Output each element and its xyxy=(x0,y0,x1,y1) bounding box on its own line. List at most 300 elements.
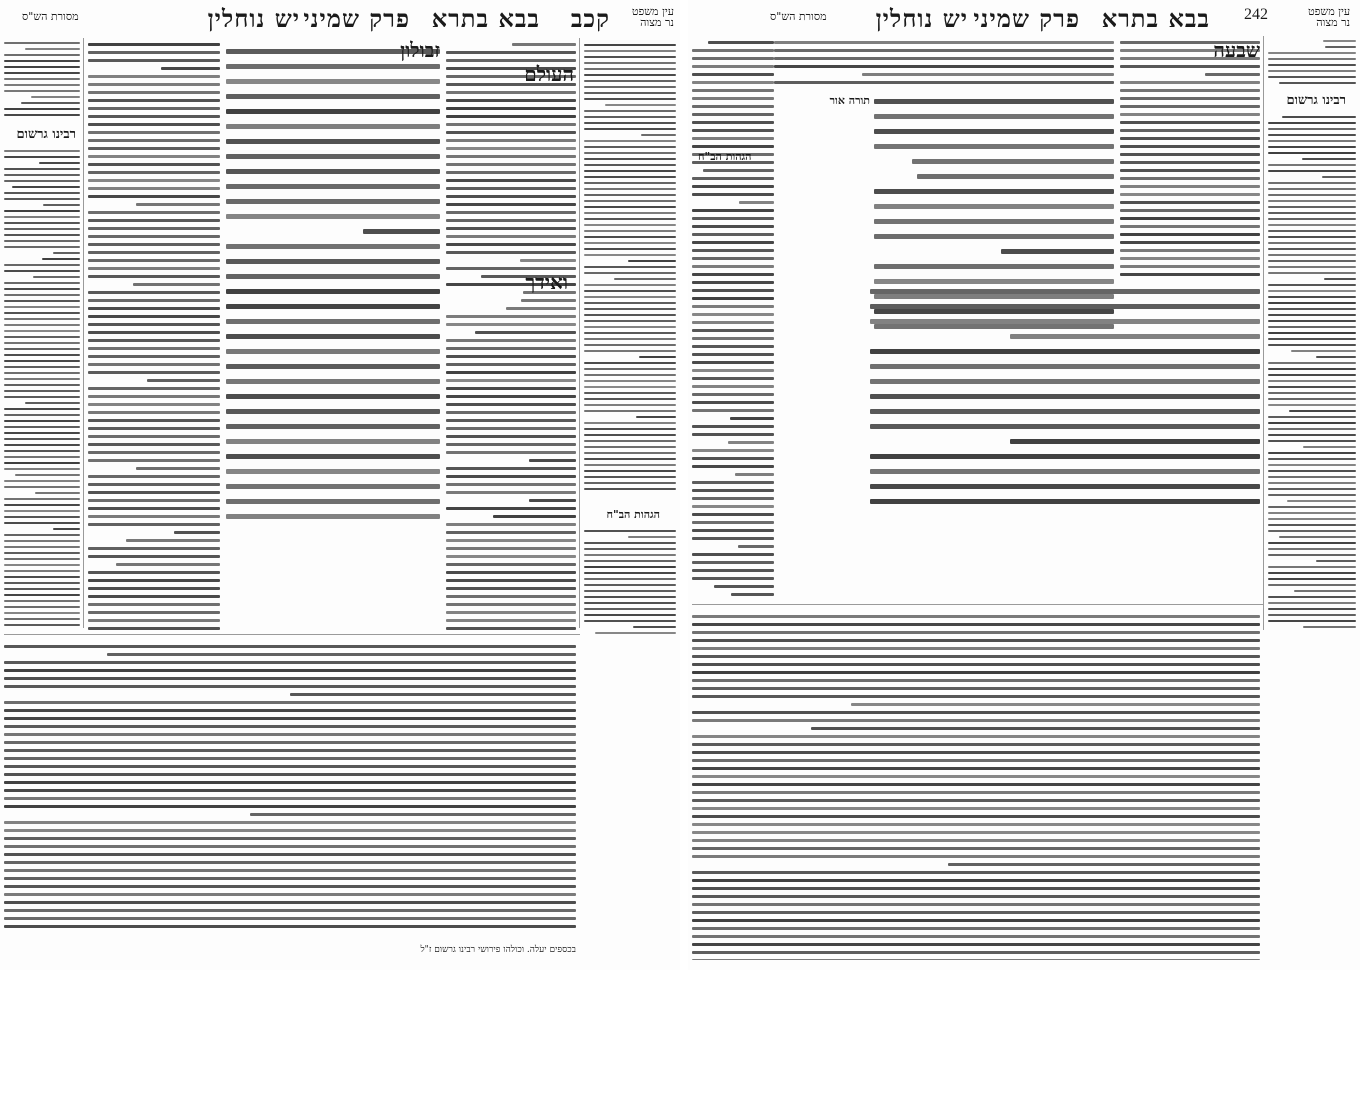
text-line xyxy=(874,129,1114,134)
text-line xyxy=(88,435,220,438)
text-line xyxy=(628,260,676,262)
text-line xyxy=(1268,242,1356,244)
text-line xyxy=(1120,113,1260,116)
text-line xyxy=(1268,602,1356,604)
rabbeinu-gershom-label: רבינו גרשום xyxy=(16,127,76,142)
text-line xyxy=(4,234,80,236)
text-line xyxy=(692,927,1260,930)
text-line xyxy=(1120,145,1260,148)
text-line xyxy=(874,234,1114,239)
text-line xyxy=(1268,236,1356,238)
text-line xyxy=(628,536,676,538)
text-line xyxy=(88,131,220,134)
text-line xyxy=(4,845,576,848)
text-line xyxy=(692,561,774,564)
text-line xyxy=(584,152,676,154)
text-line xyxy=(703,169,774,172)
text-line xyxy=(88,99,220,102)
text-line xyxy=(446,123,576,126)
text-line xyxy=(4,378,80,380)
text-line xyxy=(692,505,774,508)
text-line xyxy=(1205,73,1260,76)
text-line xyxy=(1268,470,1356,472)
text-line xyxy=(692,695,1260,698)
text-line xyxy=(446,227,576,230)
text-line xyxy=(584,224,676,226)
text-line xyxy=(692,457,774,460)
gemara-wide-block xyxy=(870,280,1260,570)
text-line xyxy=(88,403,220,406)
text-line xyxy=(584,428,676,430)
text-line xyxy=(446,467,576,470)
text-line xyxy=(88,43,220,46)
text-line xyxy=(874,204,1114,209)
text-line xyxy=(692,305,774,308)
text-line xyxy=(692,783,1260,786)
text-line xyxy=(692,233,774,236)
mesoret-column xyxy=(4,38,80,118)
text-line xyxy=(4,354,80,356)
text-line xyxy=(584,404,676,406)
text-line xyxy=(1294,590,1356,592)
text-line xyxy=(584,620,676,622)
text-line xyxy=(4,909,576,912)
text-line xyxy=(692,329,774,332)
text-line xyxy=(226,439,440,444)
text-line xyxy=(692,943,1260,946)
text-line xyxy=(88,627,220,630)
text-line xyxy=(226,379,440,384)
ein-mishpat-label: עין משפט נר מצוה xyxy=(631,5,674,29)
text-line xyxy=(1120,121,1260,124)
text-line xyxy=(584,302,676,304)
right-page xyxy=(688,0,1360,970)
text-line xyxy=(4,805,576,808)
text-line xyxy=(1120,233,1260,236)
text-line xyxy=(692,663,1260,666)
text-line xyxy=(1268,518,1356,520)
text-line xyxy=(1120,65,1260,68)
text-line xyxy=(4,582,80,584)
text-line xyxy=(12,186,80,188)
text-line xyxy=(88,275,220,278)
text-line xyxy=(529,499,576,502)
text-line xyxy=(730,417,774,420)
text-line xyxy=(4,318,80,320)
text-line xyxy=(88,595,220,598)
text-line xyxy=(446,483,576,486)
text-line xyxy=(226,214,440,219)
text-line xyxy=(88,235,220,238)
text-line xyxy=(4,725,576,728)
text-line xyxy=(692,217,774,220)
text-line xyxy=(1268,482,1356,484)
text-line xyxy=(521,299,576,302)
text-line xyxy=(874,264,1114,269)
text-line xyxy=(870,454,1260,459)
text-line xyxy=(4,444,80,446)
text-line xyxy=(584,530,676,532)
text-line xyxy=(1120,169,1260,172)
text-line xyxy=(584,98,676,100)
text-line xyxy=(584,236,676,238)
text-line xyxy=(446,363,576,366)
text-line xyxy=(1268,272,1356,274)
text-line xyxy=(4,414,80,416)
text-line xyxy=(4,540,80,542)
text-line xyxy=(1268,290,1356,292)
text-line xyxy=(250,813,576,816)
text-line xyxy=(1268,386,1356,388)
text-line xyxy=(584,464,676,466)
text-line xyxy=(692,145,774,148)
text-line xyxy=(692,497,774,500)
text-line xyxy=(520,259,576,262)
text-line xyxy=(1268,506,1356,508)
text-line xyxy=(446,211,576,214)
text-line xyxy=(4,618,80,620)
text-line xyxy=(692,313,774,316)
text-line xyxy=(88,443,220,446)
text-line xyxy=(1268,128,1356,130)
text-line xyxy=(692,807,1260,810)
text-line xyxy=(692,481,774,484)
text-line xyxy=(147,379,220,382)
text-line xyxy=(692,871,1260,874)
text-line xyxy=(870,484,1260,489)
text-line xyxy=(870,319,1260,324)
text-line xyxy=(15,474,80,476)
text-line xyxy=(692,791,1260,794)
text-line xyxy=(4,324,80,326)
text-line xyxy=(874,219,1114,224)
text-line xyxy=(1268,296,1356,298)
dibur-hamatchil-vaidach: ואידך xyxy=(525,270,568,294)
text-line xyxy=(4,757,576,760)
text-line xyxy=(446,563,576,566)
text-line xyxy=(4,336,80,338)
text-line xyxy=(88,163,220,166)
text-line xyxy=(1268,52,1356,54)
text-line xyxy=(811,727,1260,730)
text-line xyxy=(692,855,1260,858)
text-line xyxy=(1268,578,1356,580)
text-line xyxy=(88,243,220,246)
text-line xyxy=(1120,105,1260,108)
text-line xyxy=(446,163,576,166)
text-line xyxy=(692,847,1260,850)
text-line xyxy=(4,108,80,110)
text-line xyxy=(226,334,440,339)
text-line xyxy=(692,735,1260,738)
text-line xyxy=(584,452,676,454)
text-line xyxy=(4,264,80,266)
bottom-commentary xyxy=(4,640,576,932)
text-line xyxy=(4,901,576,904)
text-line xyxy=(161,67,220,70)
text-line xyxy=(226,79,440,84)
text-line xyxy=(446,219,576,222)
text-line xyxy=(1120,257,1260,260)
text-line xyxy=(584,338,676,340)
text-line xyxy=(692,623,1260,626)
text-line xyxy=(4,624,80,626)
dibur-hamatchil-zevulun: זבולון xyxy=(400,38,440,62)
text-line xyxy=(446,235,576,238)
text-line xyxy=(4,661,576,664)
text-line xyxy=(446,51,576,54)
text-line xyxy=(1268,620,1356,622)
text-line xyxy=(88,315,220,318)
text-line xyxy=(4,733,576,736)
dibur-hamatchil-haolam: העולם xyxy=(524,62,574,86)
text-line xyxy=(4,797,576,800)
text-line xyxy=(4,885,576,888)
text-line xyxy=(636,416,676,418)
text-line xyxy=(584,170,676,172)
text-line xyxy=(584,272,676,274)
text-line xyxy=(1268,380,1356,382)
text-line xyxy=(584,608,676,610)
text-line xyxy=(4,390,80,392)
text-line xyxy=(692,225,774,228)
text-line xyxy=(1268,254,1356,256)
text-line xyxy=(107,653,576,656)
text-line xyxy=(692,911,1260,914)
text-line xyxy=(1268,554,1356,556)
text-line xyxy=(870,469,1260,474)
text-line xyxy=(692,879,1260,882)
text-line xyxy=(584,566,676,568)
text-line xyxy=(226,394,440,399)
text-line xyxy=(226,139,440,144)
text-line xyxy=(4,348,80,350)
text-line xyxy=(446,147,576,150)
text-line xyxy=(53,528,80,530)
text-line xyxy=(88,507,220,510)
text-line xyxy=(88,523,220,526)
text-line xyxy=(88,459,220,462)
text-line xyxy=(116,563,220,566)
text-line xyxy=(4,606,80,608)
text-line xyxy=(1268,494,1356,496)
text-line xyxy=(512,43,576,46)
text-line xyxy=(88,427,220,430)
text-line xyxy=(692,281,774,284)
text-line xyxy=(692,177,774,180)
tosafot-column xyxy=(446,38,576,630)
tractate-name: בבא בתרא xyxy=(431,4,540,33)
text-line xyxy=(446,251,576,254)
text-line xyxy=(4,228,80,230)
text-line xyxy=(88,259,220,262)
text-line xyxy=(692,185,774,188)
text-line xyxy=(692,951,1260,954)
text-line xyxy=(226,424,440,429)
text-line xyxy=(88,267,220,270)
text-line xyxy=(4,612,80,614)
text-line xyxy=(692,433,774,436)
text-line xyxy=(88,75,220,78)
text-line xyxy=(88,219,220,222)
text-line xyxy=(1268,464,1356,466)
text-line xyxy=(584,146,676,148)
text-line xyxy=(692,249,774,252)
text-line xyxy=(1268,362,1356,364)
text-line xyxy=(584,548,676,550)
text-line xyxy=(1268,260,1356,262)
text-line xyxy=(1120,137,1260,140)
text-line xyxy=(1268,572,1356,574)
text-line xyxy=(446,579,576,582)
text-line xyxy=(1120,265,1260,268)
text-line xyxy=(1268,212,1356,214)
mesoret-label: מסורת הש"ס xyxy=(22,10,79,23)
text-line xyxy=(692,121,774,124)
text-line xyxy=(874,189,1114,194)
text-line xyxy=(1268,218,1356,220)
dibur-hamatchil-shivah: שבעה xyxy=(1213,38,1260,62)
text-line xyxy=(1287,500,1356,502)
text-line xyxy=(1323,40,1356,42)
text-line xyxy=(692,639,1260,642)
text-line xyxy=(1268,374,1356,376)
text-line xyxy=(692,903,1260,906)
text-line xyxy=(584,584,676,586)
text-line xyxy=(870,349,1260,354)
text-line xyxy=(584,374,676,376)
text-line xyxy=(4,174,80,176)
text-line xyxy=(4,198,80,200)
text-line xyxy=(584,122,676,124)
text-line xyxy=(870,409,1260,414)
text-line xyxy=(870,289,1260,294)
text-line xyxy=(1268,164,1356,166)
text-line xyxy=(692,377,774,380)
text-line xyxy=(584,590,676,592)
text-line xyxy=(584,434,676,436)
text-line xyxy=(4,498,80,500)
text-line xyxy=(4,330,80,332)
text-line xyxy=(446,491,576,494)
text-line xyxy=(1120,161,1260,164)
text-line xyxy=(1268,194,1356,196)
text-line xyxy=(584,476,676,478)
text-line xyxy=(4,300,80,302)
text-line xyxy=(1268,76,1356,78)
text-line xyxy=(708,41,774,44)
text-line xyxy=(874,114,1114,119)
page-number: 242 xyxy=(1244,6,1268,23)
text-line xyxy=(1268,488,1356,490)
text-line xyxy=(692,815,1260,818)
text-line xyxy=(136,203,220,206)
text-line xyxy=(692,521,774,524)
text-line xyxy=(633,626,676,628)
text-line xyxy=(1303,446,1356,448)
rabbeinu-gershom-label-right: רבינו גרשום xyxy=(1286,93,1346,108)
text-line xyxy=(584,266,676,268)
text-line xyxy=(446,203,576,206)
text-line xyxy=(88,115,220,118)
text-line xyxy=(692,369,774,372)
text-line xyxy=(4,516,80,518)
text-line xyxy=(584,230,676,232)
text-line xyxy=(88,571,220,574)
text-line xyxy=(1268,314,1356,316)
text-line xyxy=(1268,428,1356,430)
text-line xyxy=(870,304,1260,309)
text-line xyxy=(692,65,774,68)
text-line xyxy=(25,402,80,404)
text-line xyxy=(4,408,80,410)
text-line xyxy=(1268,308,1356,310)
text-line xyxy=(584,596,676,598)
text-line xyxy=(446,371,576,374)
text-line xyxy=(4,677,576,680)
text-line xyxy=(692,711,1260,714)
text-line xyxy=(88,171,220,174)
text-line xyxy=(584,182,676,184)
text-line xyxy=(88,211,220,214)
text-line xyxy=(446,187,576,190)
text-line xyxy=(4,426,80,428)
text-line xyxy=(1268,134,1356,136)
text-line xyxy=(692,577,774,580)
text-line xyxy=(870,499,1260,504)
text-line xyxy=(4,288,80,290)
text-line xyxy=(584,446,676,448)
text-line xyxy=(1120,217,1260,220)
text-line xyxy=(584,50,676,52)
text-line xyxy=(446,587,576,590)
text-line xyxy=(692,799,1260,802)
text-line xyxy=(584,380,676,382)
text-line xyxy=(4,372,80,374)
text-line xyxy=(4,270,80,272)
text-line xyxy=(692,671,1260,674)
text-line xyxy=(4,54,80,56)
text-line xyxy=(88,291,220,294)
text-line xyxy=(88,499,220,502)
text-line xyxy=(692,647,1260,650)
text-line xyxy=(226,64,440,69)
text-line xyxy=(4,420,80,422)
text-line xyxy=(584,188,676,190)
text-line xyxy=(4,749,576,752)
text-line xyxy=(226,469,440,474)
text-line xyxy=(226,514,440,519)
text-line xyxy=(774,41,1114,44)
text-line xyxy=(226,154,440,159)
text-line xyxy=(226,169,440,174)
text-line xyxy=(584,110,676,112)
text-line xyxy=(226,199,440,204)
text-line xyxy=(4,773,576,776)
hagahot-label-right: הגהות הב"ח xyxy=(698,150,752,163)
text-line xyxy=(1316,356,1356,358)
text-line xyxy=(42,258,80,260)
text-line xyxy=(692,129,774,132)
text-line xyxy=(1120,89,1260,92)
text-line xyxy=(88,59,220,62)
text-line xyxy=(1322,176,1356,178)
tosafot-column-right xyxy=(774,36,1114,86)
text-line xyxy=(226,274,440,279)
text-line xyxy=(446,411,576,414)
text-line xyxy=(584,398,676,400)
text-line xyxy=(584,308,676,310)
